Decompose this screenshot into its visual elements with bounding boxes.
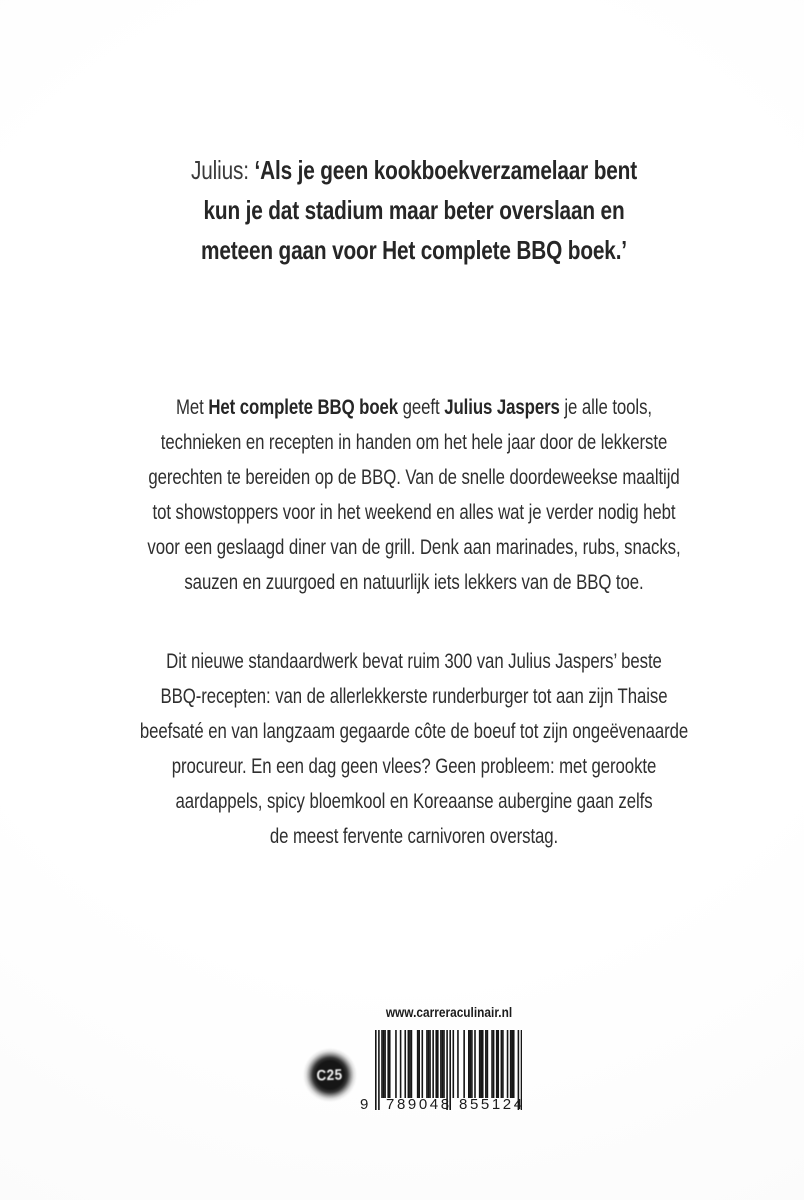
- paragraph2-line-5: aardappels, spicy bloemkool en Koreaanse aubergine gaan zelfs: [175, 790, 653, 813]
- isbn-digit-group-1: 789048: [386, 1096, 452, 1113]
- isbn-barcode: [360, 1030, 525, 1120]
- description-paragraph-1: [92, 390, 735, 600]
- paragraph2-line-1: Dit nieuwe standaardwerk bevat ruim 300 van Julius Jaspers’ beste: [166, 650, 662, 673]
- publisher-website: www.carreraculinair.nl: [385, 1005, 513, 1020]
- paragraph1-line-3: gerechten te bereiden op de BBQ. Van de snelle doordeweekse maaltijd: [148, 466, 680, 489]
- paragraph1-line-1: [92, 390, 735, 425]
- paragraph1-line-5: voor een geslaagd diner van de grill. Denk aan marinades, rubs, snacks,: [147, 536, 681, 559]
- quote-text-part-1: ‘Als je geen kookboekverzamelaar bent: [254, 155, 637, 185]
- isbn-digit-group-2: 855124: [459, 1096, 525, 1113]
- paragraph1-line-4: tot showstoppers voor in het weekend en alles wat je verder nodig hebt: [152, 501, 676, 524]
- isbn-number: [360, 1096, 525, 1116]
- isbn-digit-first: 9: [360, 1096, 369, 1113]
- quote-line-3: meteen gaan voor Het complete BBQ boek.’: [201, 235, 627, 265]
- c25-logo-text: C25: [316, 1065, 344, 1085]
- paragraph2-line-6: de meest fervente carnivoren overstag.: [269, 825, 559, 848]
- paragraph2-line-3: beefsaté en van langzaam gegaarde côte de boeuf tot zijn ongeëvenaarde: [139, 720, 689, 743]
- paragraph2-line-4: procureur. En een dag geen vlees? Geen probleem: met gerookte: [171, 755, 657, 778]
- p1-text: geeft: [398, 396, 445, 419]
- book-title: Het complete BBQ boek: [208, 396, 399, 419]
- paragraph1-line-2: technieken en recepten in handen om het hele jaar door de lekkerste: [160, 431, 668, 454]
- author-name: Julius Jaspers: [444, 396, 560, 419]
- c25-publisher-logo: [303, 1048, 357, 1102]
- p1-text: Met: [175, 396, 209, 419]
- paragraph2-line-2: BBQ-recepten: van de allerlekkerste runderburger tot aan zijn Thaise: [160, 685, 668, 708]
- quote-line-2: kun je dat stadium maar beter overslaan en: [203, 195, 625, 225]
- description-paragraph-2: [92, 644, 735, 854]
- endorsement-quote: [92, 150, 735, 270]
- quote-attribution: Julius:: [191, 155, 255, 185]
- quote-line-1: [92, 150, 735, 190]
- paragraph1-line-6: sauzen en zuurgoed en natuurlijk iets lekkers van de BBQ toe.: [184, 571, 644, 594]
- p1-text: je alle tools,: [559, 396, 652, 419]
